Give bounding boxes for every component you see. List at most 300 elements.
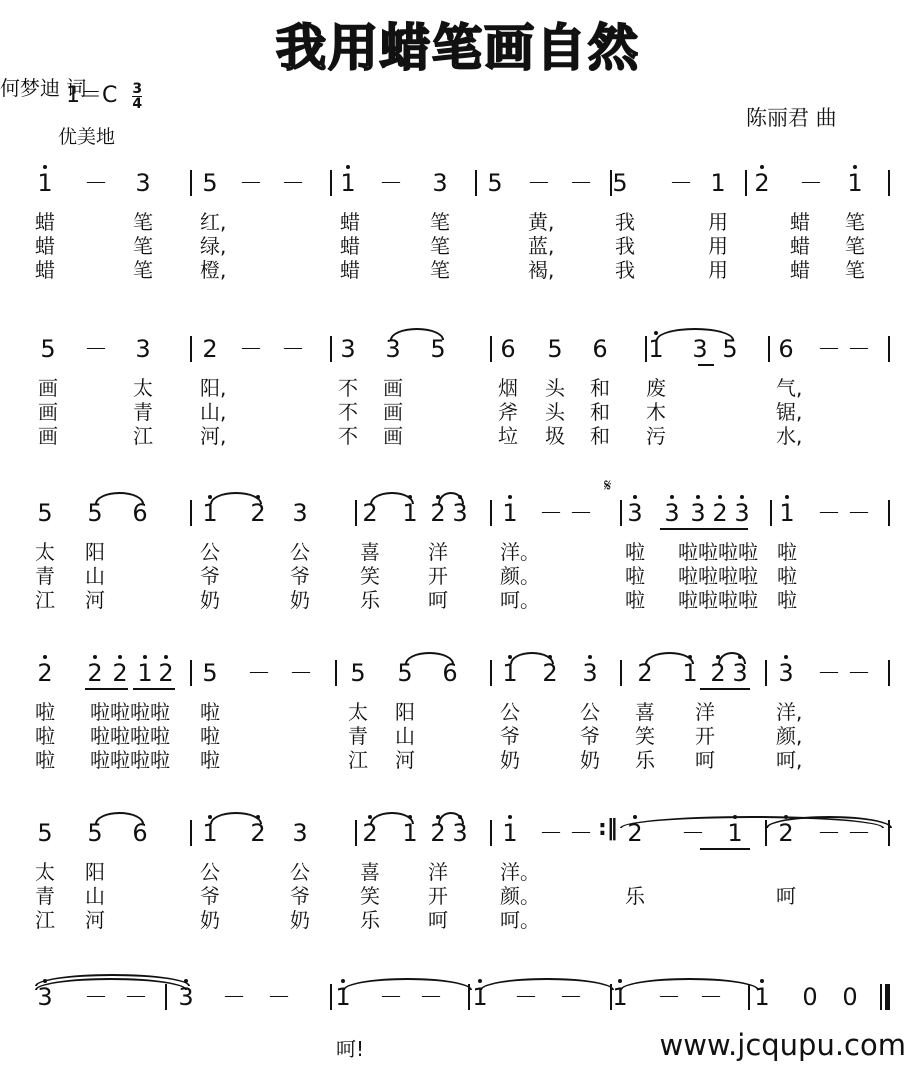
note: 2 <box>637 659 653 687</box>
note: 1 <box>202 819 218 847</box>
lyric-verse-2 <box>0 396 916 424</box>
note: 0 <box>842 983 858 1011</box>
note: 1 <box>502 499 518 527</box>
note: 3 <box>452 499 468 527</box>
note: 0 <box>802 983 818 1011</box>
note: 1 <box>779 499 795 527</box>
note: 1 <box>710 169 726 197</box>
note: 3 <box>292 819 308 847</box>
lyric-word: 蜡 <box>340 258 360 282</box>
octave-dot <box>618 979 622 983</box>
note: － <box>539 499 563 527</box>
lyric-word: 啦 <box>200 724 220 748</box>
lyric-word: 奶 <box>200 908 220 932</box>
lyric-word: 污 <box>646 424 666 448</box>
lyric-word: 山 <box>85 564 105 588</box>
lyric-word: 河, <box>200 424 227 448</box>
lyric-verse-1 <box>0 856 916 884</box>
lyric-word: 褐, <box>528 258 555 282</box>
note: 2 <box>250 499 266 527</box>
octave-dot <box>654 331 658 335</box>
note: 3 <box>582 659 598 687</box>
note: － <box>669 169 693 197</box>
note-row <box>0 818 916 848</box>
barline <box>475 170 477 196</box>
eighth-underline <box>85 688 128 690</box>
lyric-word: 用 <box>708 234 728 258</box>
note: － <box>569 499 593 527</box>
lyric-word: 蓝, <box>528 234 555 258</box>
barline <box>490 336 492 362</box>
lyric-word: 爷 <box>500 724 520 748</box>
lyric-word: 呵。 <box>500 908 540 932</box>
barline <box>770 500 772 526</box>
tie-slur <box>480 978 614 990</box>
lyric-word: 笔 <box>430 234 450 258</box>
lyric-word: 啦 <box>35 700 55 724</box>
note: 2 <box>87 659 103 687</box>
lyric-word: 开 <box>695 724 715 748</box>
tie-slur <box>343 978 472 990</box>
lyric-word: 锯, <box>776 400 803 424</box>
octave-dot <box>853 165 857 169</box>
lyric-word: 啦 <box>625 588 645 612</box>
lyric-word: 蜡 <box>35 258 55 282</box>
note: 2 <box>430 499 446 527</box>
end-lyric: 呵! <box>336 1037 365 1061</box>
note: － <box>124 983 148 1011</box>
note: － <box>419 983 443 1011</box>
lyric-word: 爷 <box>290 564 310 588</box>
lyric-word: 画 <box>38 424 58 448</box>
lyric-word: 蜡 <box>790 234 810 258</box>
lyric-word: 和 <box>590 400 610 424</box>
lyric-word: 太 <box>133 376 153 400</box>
tie-slur <box>645 652 694 664</box>
lyric-verse-2 <box>0 230 916 258</box>
lyric-word: 呵 <box>428 908 448 932</box>
barline <box>190 336 192 362</box>
lyric-verse-2 <box>0 720 916 748</box>
tie-slur <box>95 812 144 824</box>
lyric-word: 蜡 <box>340 234 360 258</box>
lyric-word: 啦 <box>777 540 797 564</box>
lyric-word: 蜡 <box>35 234 55 258</box>
lyric-word: 绿, <box>200 234 227 258</box>
lyric-word: 呵。 <box>500 588 540 612</box>
barline <box>355 820 357 846</box>
eighth-underline <box>700 688 750 690</box>
note: 3 <box>778 659 794 687</box>
note: － <box>222 983 246 1011</box>
lyric-verse-3 <box>0 744 916 772</box>
lyric-word: 啦 <box>625 540 645 564</box>
note: 1 <box>472 983 488 1011</box>
lyric-word: 青 <box>35 884 55 908</box>
barline <box>645 336 647 362</box>
lyric-word: 阳 <box>395 700 415 724</box>
lyric-word: 啦 <box>625 564 645 588</box>
lyric-word: 水, <box>776 424 803 448</box>
note: 5 <box>202 659 218 687</box>
note: 5 <box>202 169 218 197</box>
barline <box>888 170 890 196</box>
barline <box>768 336 770 362</box>
lyric-word: 画 <box>383 376 403 400</box>
octave-dot <box>164 655 168 659</box>
note-row <box>0 476 916 528</box>
note: 2 <box>754 169 770 197</box>
note: － <box>539 819 563 847</box>
note: 1 <box>202 499 218 527</box>
lyric-verse-1 <box>0 206 916 234</box>
final-barline-thin <box>880 984 882 1010</box>
barline <box>330 170 332 196</box>
lyric-word: 不 <box>338 400 358 424</box>
lyric-word: 啦啦啦啦 <box>90 724 170 748</box>
lyric-word: 江 <box>133 424 153 448</box>
lyric-verse-3 <box>0 420 916 448</box>
note: 3 <box>340 335 356 363</box>
lyric-word: 不 <box>338 376 358 400</box>
barline <box>490 660 492 686</box>
lyric-word: 气, <box>776 376 803 400</box>
barline <box>355 500 357 526</box>
lyric-word: 啦啦啦啦 <box>90 748 170 772</box>
lyric-word: 奶 <box>200 588 220 612</box>
composer-credit: 陈丽君 曲 <box>746 106 837 130</box>
lyric-word: 圾 <box>545 424 565 448</box>
lyric-word: 啦 <box>777 588 797 612</box>
note: － <box>847 659 871 687</box>
note: 1 <box>402 499 418 527</box>
note: 3 <box>452 819 468 847</box>
octave-dot <box>588 655 592 659</box>
lyric-word: 山, <box>200 400 227 424</box>
note: 5 <box>612 169 628 197</box>
note: 5 <box>350 659 366 687</box>
lyric-word: 头 <box>545 400 565 424</box>
lyric-word: 画 <box>383 400 403 424</box>
note: － <box>817 659 841 687</box>
lyric-word: 蜡 <box>790 258 810 282</box>
tie-slur <box>370 812 414 824</box>
lyric-word: 洋 <box>695 700 715 724</box>
note: － <box>681 819 705 847</box>
lyric-verse-1 <box>0 696 916 724</box>
eighth-underline <box>688 528 748 530</box>
lyric-verse-2 <box>0 560 916 588</box>
lyric-word: 喜 <box>635 700 655 724</box>
lyric-word: 斧 <box>498 400 518 424</box>
lyric-word: 开 <box>428 564 448 588</box>
note: 3 <box>135 335 151 363</box>
note-row <box>0 334 916 364</box>
lyric-word: 洋 <box>428 860 448 884</box>
lyric-word: 画 <box>38 376 58 400</box>
barline <box>610 170 612 196</box>
barline <box>888 336 890 362</box>
key-label: 1＝C <box>66 83 118 108</box>
lyric-word: 黄, <box>528 210 555 234</box>
lyric-verse-3 <box>0 904 916 932</box>
lyric-word: 山 <box>85 884 105 908</box>
note: 1 <box>682 659 698 687</box>
lyric-word: 乐 <box>635 748 655 772</box>
note: 2 <box>712 499 728 527</box>
note: － <box>247 659 271 687</box>
note: 1 <box>754 983 770 1011</box>
tie-slur <box>438 812 464 824</box>
note: 3 <box>627 499 643 527</box>
lyric-word: 蜡 <box>340 210 360 234</box>
note: 2 <box>542 659 558 687</box>
lyric-word: 太 <box>35 540 55 564</box>
tie-slur <box>438 492 464 504</box>
note: 5 <box>487 169 503 197</box>
note: － <box>84 335 108 363</box>
barline <box>330 336 332 362</box>
note: 2 <box>430 819 446 847</box>
tie-slur <box>370 492 414 504</box>
note: － <box>569 169 593 197</box>
lyric-word: 啦 <box>777 564 797 588</box>
lyric-word: 奶 <box>290 588 310 612</box>
barline <box>490 500 492 526</box>
lyric-word: 太 <box>35 860 55 884</box>
lyric-verse-1 <box>0 372 916 400</box>
lyric-word: 山 <box>395 724 415 748</box>
lyric-word: 烟 <box>498 376 518 400</box>
barline <box>745 170 747 196</box>
note: 5 <box>40 335 56 363</box>
note: 6 <box>442 659 458 687</box>
lyric-word: 洋, <box>776 700 803 724</box>
note: 2 <box>112 659 128 687</box>
note: 1 <box>37 169 53 197</box>
octave-dot <box>760 165 764 169</box>
barline <box>330 984 332 1010</box>
note: 1 <box>335 983 351 1011</box>
note: 1 <box>402 819 418 847</box>
lyric-word: 我 <box>615 258 635 282</box>
repeat-barline: :‖ <box>598 816 618 841</box>
lyric-word: 洋 <box>428 540 448 564</box>
lyric-word: 头 <box>545 376 565 400</box>
lyric-word: 太 <box>348 700 368 724</box>
lyric-word: 呵 <box>428 588 448 612</box>
note: － <box>817 819 841 847</box>
note: － <box>379 983 403 1011</box>
lyric-word: 啦啦啦啦 <box>678 540 758 564</box>
watermark: www.jcqupu.com <box>659 1028 906 1062</box>
lyric-word: 公 <box>500 700 520 724</box>
lyric-word: 笔 <box>430 210 450 234</box>
note: 6 <box>132 819 148 847</box>
note: 1 <box>502 659 518 687</box>
lyric-word: 公 <box>200 540 220 564</box>
note: － <box>514 983 538 1011</box>
lyric-verse-1 <box>0 536 916 564</box>
lyric-word: 阳 <box>85 860 105 884</box>
note: 3 <box>432 169 448 197</box>
note: 2 <box>362 499 378 527</box>
octave-dot <box>760 979 764 983</box>
lyric-word: 橙, <box>200 258 227 282</box>
lyric-word: 青 <box>35 564 55 588</box>
lyric-word: 和 <box>590 424 610 448</box>
lyric-word: 河 <box>85 908 105 932</box>
note: － <box>239 335 263 363</box>
time-sig-denominator: 4 <box>132 95 143 112</box>
lyric-word: 和 <box>590 376 610 400</box>
lyric-word: 啦啦啦啦 <box>678 588 758 612</box>
tie-slur <box>405 652 454 664</box>
tempo-marking: 优美地 <box>58 126 116 148</box>
note: － <box>847 335 871 363</box>
note: 5 <box>37 819 53 847</box>
barline <box>335 660 337 686</box>
tie-slur <box>510 652 554 664</box>
note: 5 <box>87 819 103 847</box>
note: 3 <box>292 499 308 527</box>
octave-dot <box>346 165 350 169</box>
tie-slur <box>620 978 759 990</box>
barline <box>620 660 622 686</box>
note: － <box>289 659 313 687</box>
lyric-word: 公 <box>290 540 310 564</box>
note: 3 <box>690 499 706 527</box>
lyric-word: 蜡 <box>790 210 810 234</box>
lyric-word: 江 <box>348 748 368 772</box>
octave-dot <box>508 815 512 819</box>
lyric-word: 乐 <box>625 884 645 908</box>
lyric-word: 奶 <box>290 908 310 932</box>
note: － <box>281 169 305 197</box>
lyric-verse-3 <box>0 584 916 612</box>
octave-dot <box>118 655 122 659</box>
lyric-word: 江 <box>35 908 55 932</box>
note: 2 <box>627 819 643 847</box>
lyric-word: 奶 <box>500 748 520 772</box>
octave-dot <box>341 979 345 983</box>
note: 1 <box>648 335 664 363</box>
lyric-word: 笔 <box>133 234 153 258</box>
note: 5 <box>547 335 563 363</box>
note: － <box>847 499 871 527</box>
octave-dot <box>633 495 637 499</box>
octave-dot <box>670 495 674 499</box>
eighth-underline <box>133 688 175 690</box>
lyric-word: 呵, <box>776 748 803 772</box>
barline <box>190 820 192 846</box>
octave-dot <box>785 495 789 499</box>
lyric-word: 啦 <box>200 748 220 772</box>
tie-slur <box>210 492 262 504</box>
note: － <box>699 983 723 1011</box>
lyric-word: 爷 <box>200 884 220 908</box>
lyric-word: 笔 <box>845 210 865 234</box>
tie-slur <box>656 328 734 340</box>
octave-dot <box>478 979 482 983</box>
octave-dot <box>43 165 47 169</box>
note: 6 <box>778 335 794 363</box>
note: 1 <box>340 169 356 197</box>
lyric-word: 啦啦啦啦 <box>678 564 758 588</box>
lyric-word: 阳, <box>200 376 227 400</box>
note: 3 <box>178 983 194 1011</box>
octave-dot <box>718 495 722 499</box>
note: － <box>657 983 681 1011</box>
lyric-word: 颜。 <box>500 884 540 908</box>
tie-slur <box>210 812 262 824</box>
note: 1 <box>612 983 628 1011</box>
note: 3 <box>734 499 750 527</box>
lyric-word: 开 <box>428 884 448 908</box>
lyric-word: 青 <box>133 400 153 424</box>
eighth-underline <box>700 848 750 850</box>
final-barline-thick <box>885 984 890 1010</box>
note: 3 <box>732 659 748 687</box>
octave-dot <box>633 815 637 819</box>
note: 6 <box>592 335 608 363</box>
note-row <box>0 982 916 1012</box>
note: － <box>817 499 841 527</box>
note: － <box>84 169 108 197</box>
lyric-word: 笑 <box>635 724 655 748</box>
lyric-word: 河 <box>85 588 105 612</box>
lyric-word: 笔 <box>845 258 865 282</box>
lyric-word: 喜 <box>360 540 380 564</box>
note: － <box>239 169 263 197</box>
lyric-word: 笑 <box>360 564 380 588</box>
barline <box>888 660 890 686</box>
lyric-word: 废 <box>646 376 666 400</box>
note: － <box>847 819 871 847</box>
lyric-word: 用 <box>708 258 728 282</box>
lyric-word: 啦 <box>35 748 55 772</box>
note: 1 <box>137 659 153 687</box>
lyric-word: 木 <box>646 400 666 424</box>
lyric-word: 啦 <box>200 700 220 724</box>
octave-dot <box>93 655 97 659</box>
lyric-word: 笑 <box>360 884 380 908</box>
lyric-word: 啦 <box>35 724 55 748</box>
segno-sign: 𝄋 <box>604 476 612 496</box>
lyric-word: 江 <box>35 588 55 612</box>
note: 2 <box>362 819 378 847</box>
lyric-word: 颜, <box>776 724 803 748</box>
note: 2 <box>778 819 794 847</box>
lyric-word: 笔 <box>133 210 153 234</box>
note: 2 <box>710 659 726 687</box>
note: － <box>379 169 403 197</box>
lyric-verse-2 <box>0 880 916 908</box>
lyric-word: 画 <box>38 400 58 424</box>
note: 2 <box>202 335 218 363</box>
lyric-word: 乐 <box>360 588 380 612</box>
lyric-word: 爷 <box>580 724 600 748</box>
barline <box>190 500 192 526</box>
lyric-verse-3 <box>0 254 916 282</box>
tie-slur <box>390 328 444 340</box>
lyric-word: 洋。 <box>500 860 540 884</box>
tie-slur <box>95 492 144 504</box>
note: － <box>569 819 593 847</box>
note: 1 <box>502 819 518 847</box>
octave-dot <box>143 655 147 659</box>
note: 5 <box>397 659 413 687</box>
